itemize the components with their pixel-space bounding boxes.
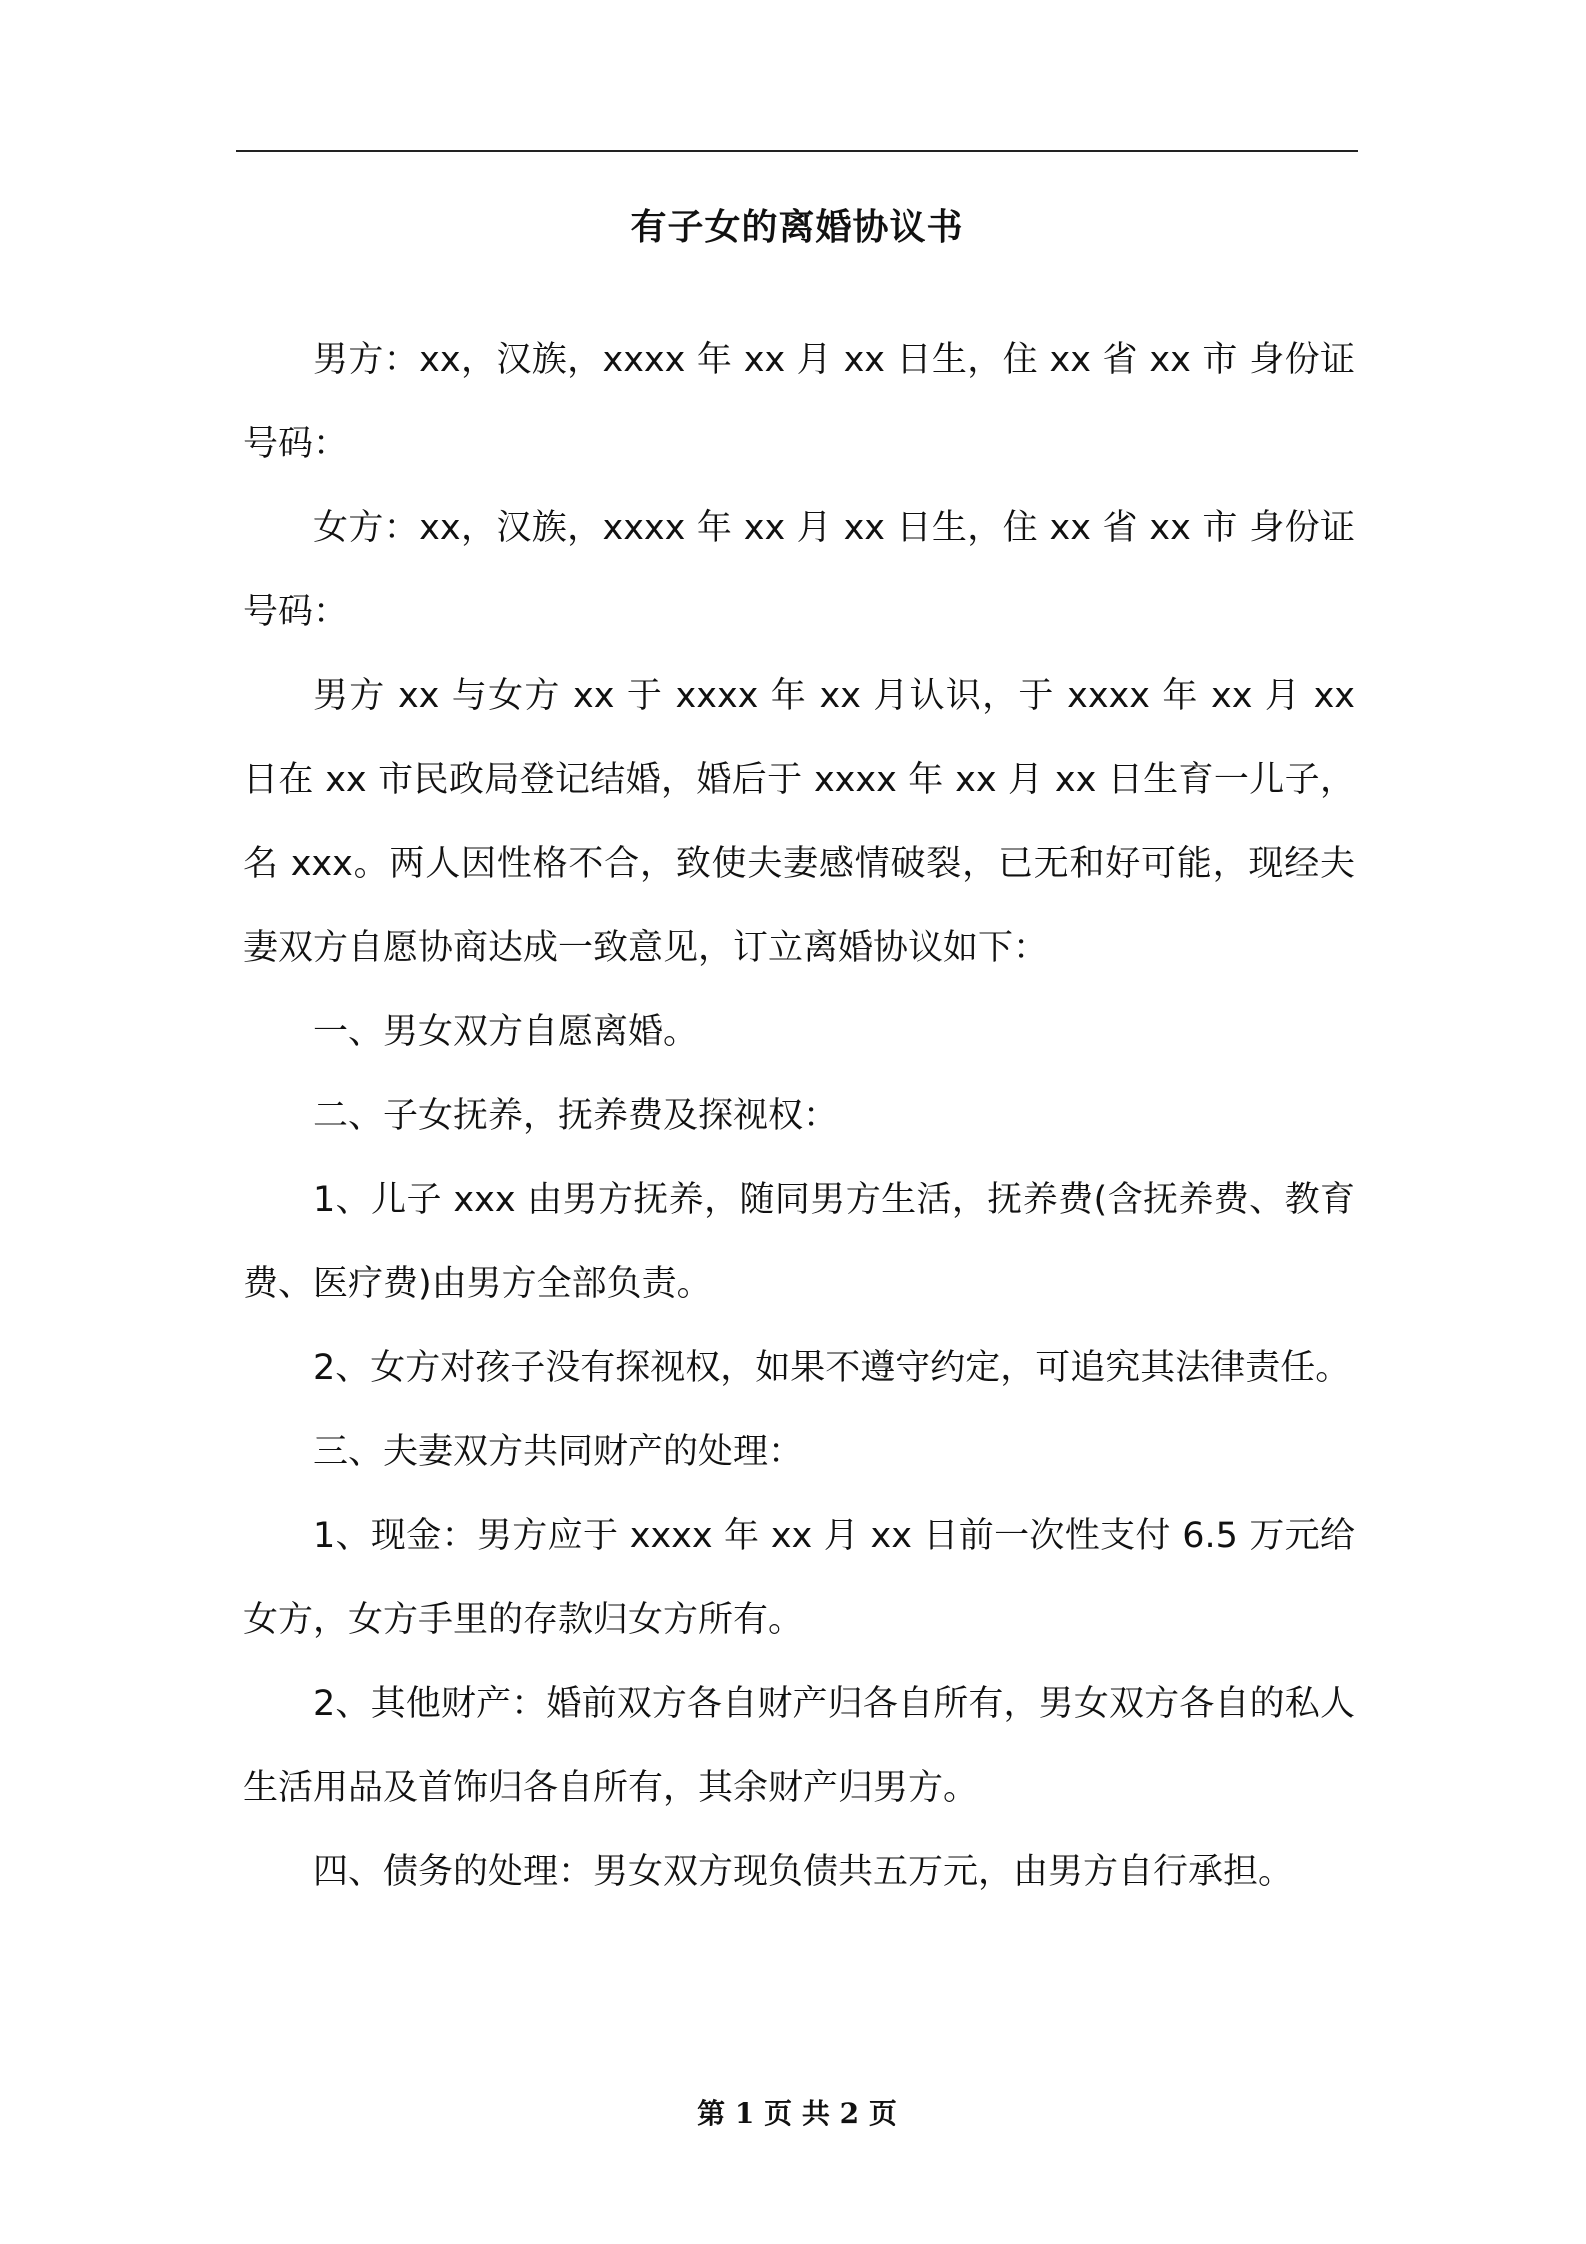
header-rule [236, 150, 1358, 152]
paragraph-background: 男方 xx 与女方 xx 于 xxxx 年 xx 月认识，于 xxxx 年 xx 月 xx 日在 xx 市民政局登记结婚，婚后于 xxxx 年 xx 月 xx 日生育一儿子，名 xxx。两人因性格不合，致使夫妻感情破裂，已无和好可能，现经夫妻双方自愿协商达成一致意见，订立离婚协议如下： [243, 676, 1355, 968]
paragraph-section-3: 三、夫妻双方共同财产的处理： [313, 1432, 804, 1472]
page-number-footer: 第 1 页 共 2 页 [697, 2097, 897, 2130]
paragraph-male-party: 男方：xx，汉族，xxxx 年 xx 月 xx 日生，住 xx 省 xx 市 身份证号码： [243, 340, 1355, 464]
paragraph-section-2-item-2: 2、女方对孩子没有探视权，如果不遵守约定，可追究其法律责任。 [313, 1348, 1351, 1388]
paragraph-female-party: 女方：xx，汉族，xxxx 年 xx 月 xx 日生，住 xx 省 xx 市 身份证号码： [243, 508, 1355, 632]
document-title: 有子女的离婚协议书 [630, 207, 964, 248]
document-body [243, 318, 1355, 1914]
paragraph-section-2-item-1: 1、儿子 xxx 由男方抚养，随同男方生活，抚养费(含抚养费、教育费、医疗费)由男方全部负责。 [243, 1180, 1355, 1304]
paragraph-section-1: 一、男女双方自愿离婚。 [313, 1012, 699, 1052]
paragraph-section-3-item-2: 2、其他财产：婚前双方各自财产归各自所有，男女双方各自的私人生活用品及首饰归各自所有，其余财产归男方。 [243, 1684, 1355, 1808]
paragraph-section-4: 四、债务的处理：男女双方现负债共五万元，由男方自行承担。 [313, 1852, 1294, 1892]
paragraph-section-3-item-1: 1、现金：男方应于 xxxx 年 xx 月 xx 日前一次性支付 6.5 万元给女方，女方手里的存款归女方所有。 [243, 1516, 1355, 1640]
paragraph-section-2: 二、子女抚养，抚养费及探视权： [313, 1096, 839, 1136]
